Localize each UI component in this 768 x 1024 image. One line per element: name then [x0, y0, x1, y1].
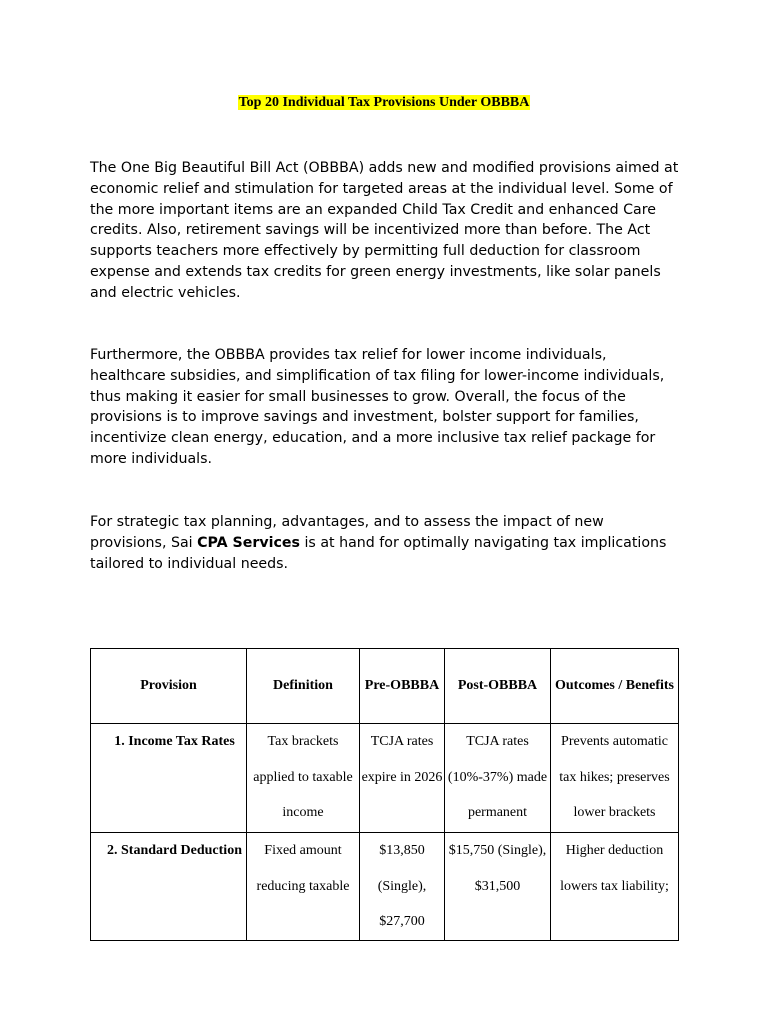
- intro-paragraph-1: The One Big Beautiful Bill Act (OBBBA) adds new and modified provisions aimed at economic relief and stimulation for targeted areas at the individual level. Some of the more important items are an expanded Child Tax Credit and enhanced Care credits. Also, retirement savings will be incentivized more than before. The Act supports teachers more effectively by permitting full deduction for classroom expense and extends tax credits for green energy investments, like solar panels and electric vehicles.: [90, 160, 679, 301]
- p3-text-before: For strategic tax planning, advantages, and to assess the impact of new provisions, Sai: [90, 514, 604, 551]
- header-definition: Definition: [247, 649, 360, 724]
- title-highlight: Top 20 Individual Tax Provisions Under OBBBA: [238, 95, 530, 110]
- p3-text-after: is at hand for optimally navigating tax implications tailored to individual needs.: [90, 534, 667, 572]
- cell-definition: Fixed amount reducing taxable: [247, 833, 360, 941]
- table-row: [91, 724, 679, 833]
- cell-pre: TCJA rates expire in 2026: [360, 724, 445, 833]
- intro-paragraph-3: [90, 512, 680, 574]
- header-post-obbba: Post-OBBBA: [445, 649, 551, 724]
- header-outcomes: Outcomes / Benefits: [551, 649, 679, 724]
- cell-outcomes: Prevents automatic tax hikes; preserves lower brackets: [551, 724, 679, 833]
- cell-provision: [91, 724, 247, 833]
- header-provision: Provision: [91, 649, 247, 724]
- cell-outcomes: Higher deduction lowers tax liability;: [551, 833, 679, 941]
- provisions-table: [90, 648, 679, 941]
- intro-paragraph-2: Furthermore, the OBBBA provides tax relief for lower income individuals, healthcare subsidies, and simplification of tax filing for lower-income individuals, thus making it easier for small businesses to grow. Overall, the focus of the provisions is to improve savings and investment, bolster support for families, incentivize clean energy, education, and a more inclusive tax relief package for more individuals.: [90, 347, 665, 467]
- table-row: [91, 833, 679, 941]
- header-pre-obbba: Pre-OBBBA: [360, 649, 445, 724]
- cell-provision: [91, 833, 247, 941]
- cell-definition: Tax brackets applied to taxable income: [247, 724, 360, 833]
- cell-provision-text: 1. Income Tax Rates: [114, 734, 235, 749]
- cell-provision-text: 2. Standard Deduction: [107, 843, 242, 858]
- cpa-services-bold: CPA Services: [197, 534, 300, 551]
- table-header-row: [91, 649, 679, 724]
- cell-post: TCJA rates (10%-37%) made permanent: [445, 724, 551, 833]
- document-title: [0, 93, 768, 113]
- cell-post: $15,750 (Single), $31,500: [445, 833, 551, 941]
- cell-pre: $13,850 (Single), $27,700: [360, 833, 445, 941]
